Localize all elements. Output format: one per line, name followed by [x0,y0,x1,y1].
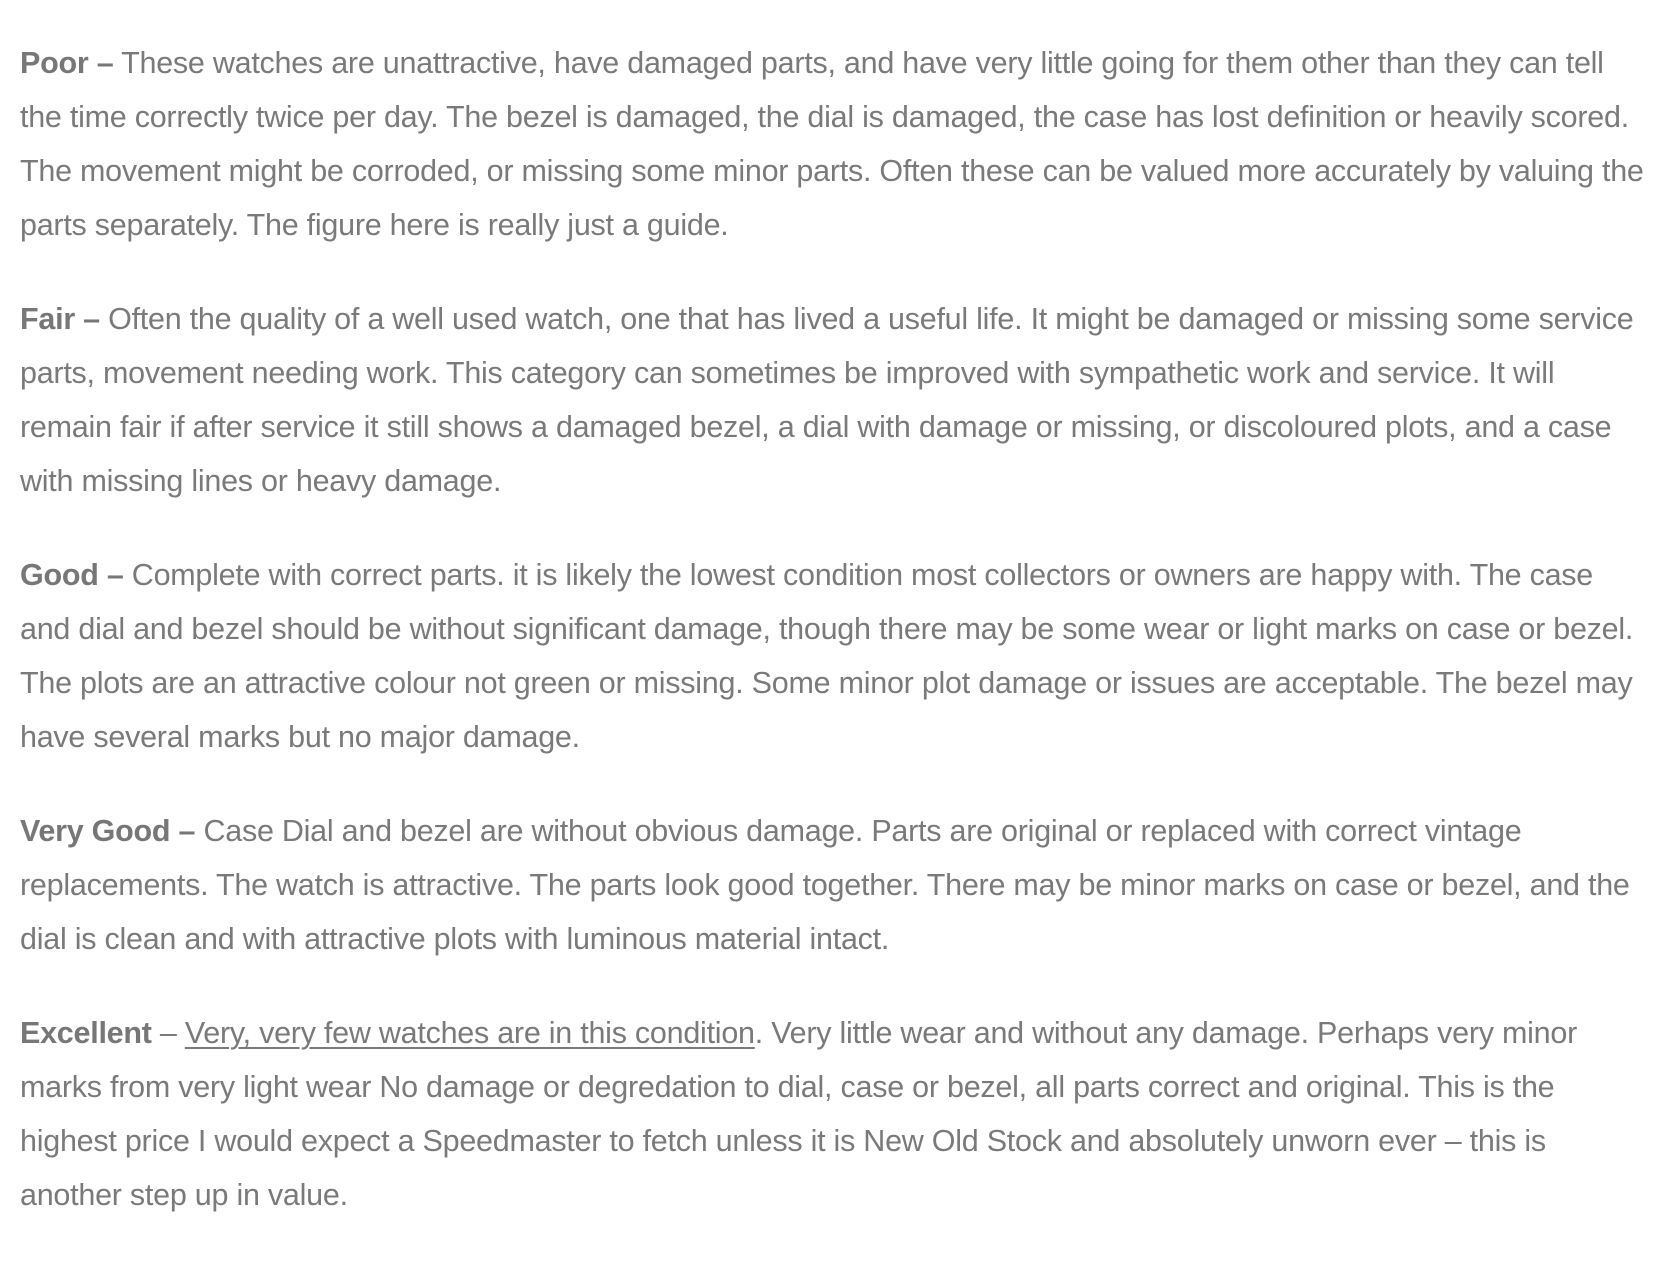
condition-description-poor: These watches are unattractive, have damaged parts, and have very little going for them other than they can tell the time correctly twice per day. The bezel is damaged, the dial is damaged, the case has lost definition or heavily scored. The movement might be corroded, or missing some minor parts. Often these can be valued more accurately by valuing the parts separately. The figure here is really just a guide. [20,46,1644,242]
excellent-condition-link[interactable]: Very, very few watches are in this condition [184,1016,755,1050]
condition-description-fair: Often the quality of a well used watch, one that has lived a useful life. It might be damaged or missing some service parts, movement needing work. This category can sometimes be improved with sympathetic work and service. It will remain fair if after service it still shows a damaged bezel, a dial with damage or missing, or discoloured plots, and a case with missing lines or heavy damage. [20,302,1634,498]
condition-term-poor: Poor – [20,46,114,80]
condition-separator-excellent: – [151,1016,185,1050]
condition-term-good: Good – [20,558,124,592]
condition-description-very-good: Case Dial and bezel are without obvious damage. Parts are original or replaced with correct vintage replacements. The watch is attractive. The parts look good together. There may be minor marks on case or bezel, and the dial is clean and with attractive plots with luminous material intact. [20,814,1630,956]
condition-description-excellent: . Very little wear and without any damage. Perhaps very minor marks from very light wear No damage or degredation to dial, case or bezel, all parts correct and original. This is the highest price I would expect a Speedmaster to fetch unless it is New Old Stock and absolutely unworn ever – this is another step up in value. [20,1016,1577,1212]
condition-excellent [20,1006,1650,1222]
condition-poor [20,36,1650,252]
condition-term-very-good: Very Good – [20,814,196,848]
condition-good [20,548,1650,764]
condition-description-good: Complete with correct parts. it is likely the lowest condition most collectors or owners are happy with. The case and dial and bezel should be without significant damage, though there may be some wear or light marks on case or bezel. The plots are an attractive colour not green or missing. Some minor plot damage or issues are acceptable. The bezel may have several marks but no major damage. [20,558,1634,754]
condition-guide [20,36,1650,1262]
condition-fair [20,292,1650,508]
condition-very-good [20,804,1650,966]
condition-term-excellent: Excellent [20,1016,152,1050]
condition-term-fair: Fair – [20,302,100,336]
